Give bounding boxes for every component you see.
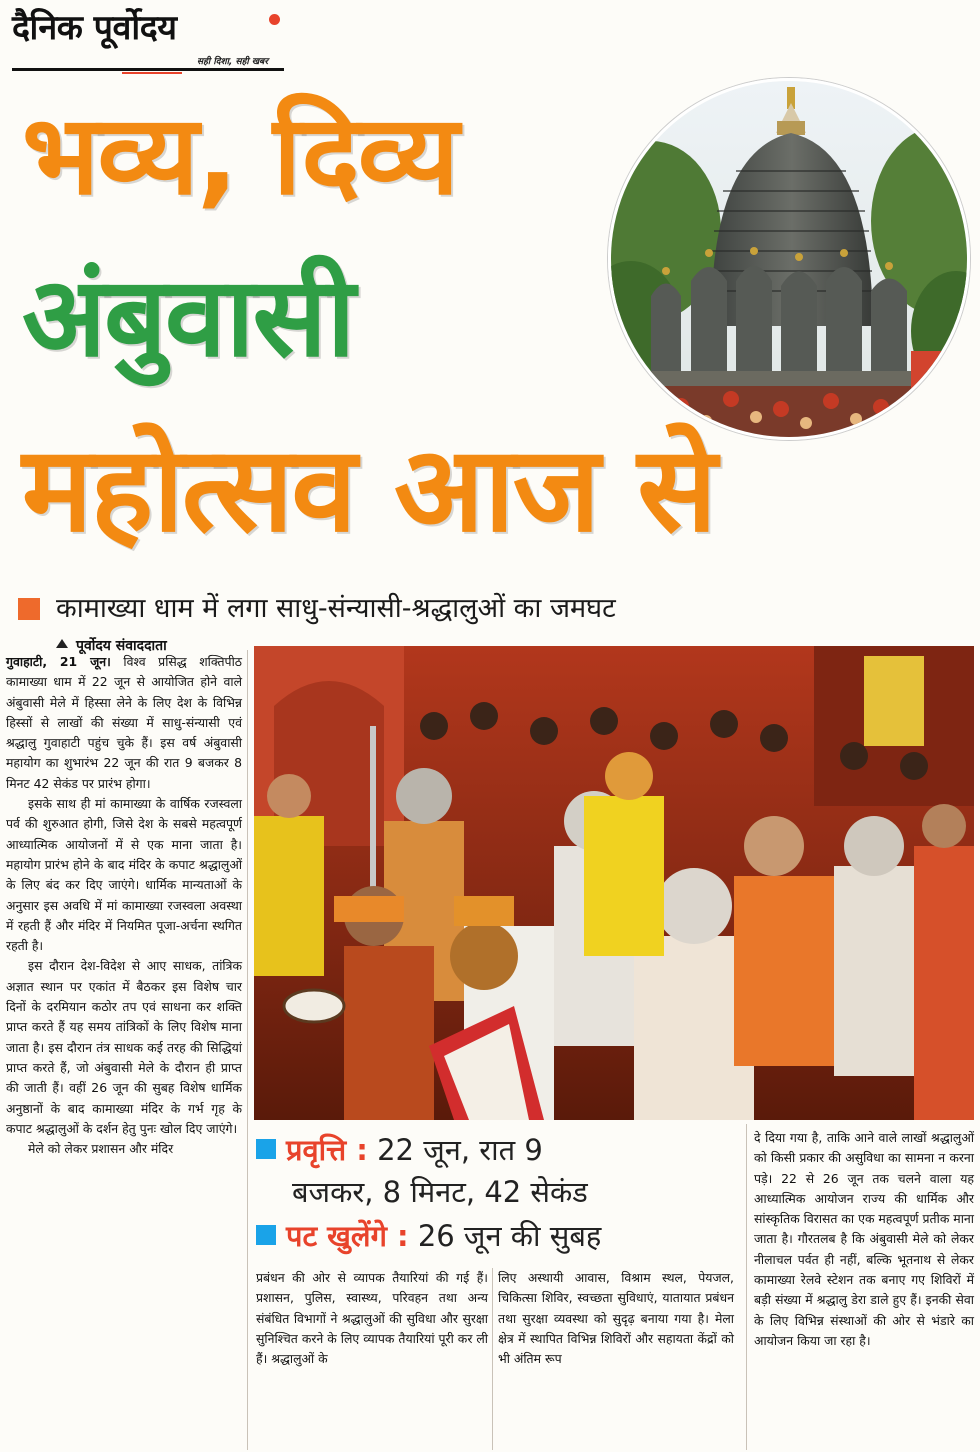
subheadline-text: कामाख्या धाम में लगा साधु-संन्यासी-श्रद्धालुओं का जमघट: [56, 593, 616, 624]
info-label: प्रवृत्ति :: [286, 1133, 368, 1167]
article-column-2: [256, 1268, 488, 1369]
subhead-bullet-icon: [18, 598, 40, 620]
byline: पूर्वोदय संवाददाता: [76, 638, 167, 654]
masthead-rule: [12, 68, 284, 71]
dateline: गुवाहाटी, 21 जून।: [6, 654, 111, 669]
newspaper-tagline: सही दिशा, सही खबर: [197, 57, 268, 67]
article-paragraph: [6, 652, 242, 794]
info-label: पट खुलेंगे :: [286, 1219, 409, 1253]
column-divider: [492, 1268, 493, 1450]
info-value: बजकर, 8 मिनट, 42 सेकंड: [292, 1175, 588, 1209]
info-row-start-cont: [292, 1174, 588, 1210]
procession-photo-illustration: [254, 646, 974, 1120]
article-column-3: [498, 1268, 734, 1369]
info-value: 26 जून की सुबह: [417, 1219, 602, 1253]
info-row-start: [256, 1132, 543, 1168]
logo-dot-icon: [269, 14, 280, 25]
article-paragraph: दे दिया गया है, ताकि आने वाले लाखों श्रद्धालुओं को किसी प्रकार की असुविधा का सामना न करना पड़े। 22 से 26 जून तक चलने वाला यह आध्यात्मिक आयोजन राज्य की धार्मिक और सांस्कृतिक विरासत का एक महत्वपूर्ण प्रतीक माना जाता है। गौरतलब है कि अंबुवासी मेले को लेकर नीलाचल पर्वत ही नहीं, बल्कि भूतनाथ से लेकर कामाख्या रेलवे स्टेशन तक बनाए गए शिविरों में बड़ी संख्या में श्रद्धालु डेरा डाले हुए हैं। इनकी सेवा के लिए विभिन्न संस्थाओं की ओर से भंडारे का आयोजन किया जा रहा है।: [754, 1130, 974, 1348]
headline-line-3: महोत्सव आज से: [22, 420, 715, 558]
headline-line-1: भव्य, दिव्य: [22, 91, 458, 219]
info-row-open: [256, 1218, 601, 1254]
article-column-1: [6, 652, 242, 1159]
article-paragraph: लिए अस्थायी आवास, विश्राम स्थल, पेयजल, चिकित्सा शिविर, स्वच्छता सुविधाएं, यातायात प्रबंधन तथा सुरक्षा व्यवस्था को सुदृढ़ बनाया गया है। मेला क्षेत्र में स्थापित विभिन्न शिविरों और सहायता केंद्रों को भी अंतिम रूप: [498, 1270, 734, 1367]
paragraph-text: विश्व प्रसिद्ध शक्तिपीठ कामाख्या धाम में 22 जून से आयोजित होने वाले अंबुवासी मेले में हिस्सा लेने के लिए देश के विभिन्न हिस्सों से लाखों की संख्या में साधु-संन्यासी एवं श्रद्धालु गुवाहाटी पहुंच चुके हैं। इस वर्ष अंबुवासी महायोग का शुभारंभ 22 जून की रात 9 बजकर 8 मिनट 42 सेकंड पर प्रारंभ होगा।: [6, 654, 242, 791]
info-bullet-icon: [256, 1225, 276, 1245]
info-bullet-icon: [256, 1139, 276, 1159]
byline-triangle-icon: [56, 639, 68, 648]
temple-photo: [608, 78, 970, 440]
headline-line-2: अंबुवासी: [22, 253, 354, 381]
article-paragraph: प्रबंधन की ओर से व्यापक तैयारियां की गई हैं। प्रशासन, पुलिस, स्वास्थ्य, परिवहन तथा अन्य संबंधित विभागों ने श्रद्धालुओं की सुविधा और सुरक्षा सुनिश्चित करने के लिए व्यापक तैयारियां पूरी कर ली हैं। श्रद्धालुओं के: [256, 1270, 488, 1367]
column-divider: [746, 1124, 747, 1450]
info-value: 22 जून, रात 9: [377, 1133, 543, 1167]
masthead: [12, 8, 284, 72]
newspaper-title: दैनिक पूर्वोदय: [12, 8, 177, 48]
subheadline: [18, 590, 973, 630]
article-paragraph: इसके साथ ही मां कामाख्या के वार्षिक रजस्वला पर्व की शुरुआत होगी, जिसे देश के सबसे महत्वपूर्ण आध्यात्मिक आयोजनों में से एक माना जाता है। महायोग प्रारंभ होने के बाद मंदिर के कपाट श्रद्धालुओं के लिए बंद कर दिए जाएंगे। धार्मिक मान्यताओं के अनुसार इस अवधि में मां कामाख्या रजस्वला अवस्था में रहती हैं और मंदिर में नियमित पूजा-अर्चना स्थगित रहती है।: [6, 796, 242, 954]
article-paragraph: इस दौरान देश-विदेश से आए साधक, तांत्रिक अज्ञात स्थान पर एकांत में बैठकर इस विशेष चार दिनों के दरमियान कठोर तप एवं साधना कर शक्ति प्राप्त करते हैं यह समय तांत्रिकों के लिए विशेष माना जाता है। इस दौरान तंत्र साधक कई तरह की सिद्धियां प्राप्त करते हैं, जो अंबुवासी मेले के दौरान ही प्राप्त की जाती हैं। वहीं 26 जून की सुबह विशेष धार्मिक अनुष्ठानों के बाद कामाख्या मंदिर के गर्भ गृह के कपाट श्रद्धालुओं के दर्शन हेतु पुनः खोल दिए जाएंगे।: [6, 958, 242, 1136]
key-timings-box: [256, 1128, 740, 1262]
temple-photo-illustration: [611, 81, 970, 440]
article-column-4: [754, 1128, 974, 1351]
column-divider: [247, 650, 248, 1450]
article-paragraph: मेले को लेकर प्रशासन और मंदिर: [28, 1141, 174, 1157]
sadhus-procession-photo: [254, 646, 974, 1120]
masthead-accent-rule: [122, 72, 182, 74]
